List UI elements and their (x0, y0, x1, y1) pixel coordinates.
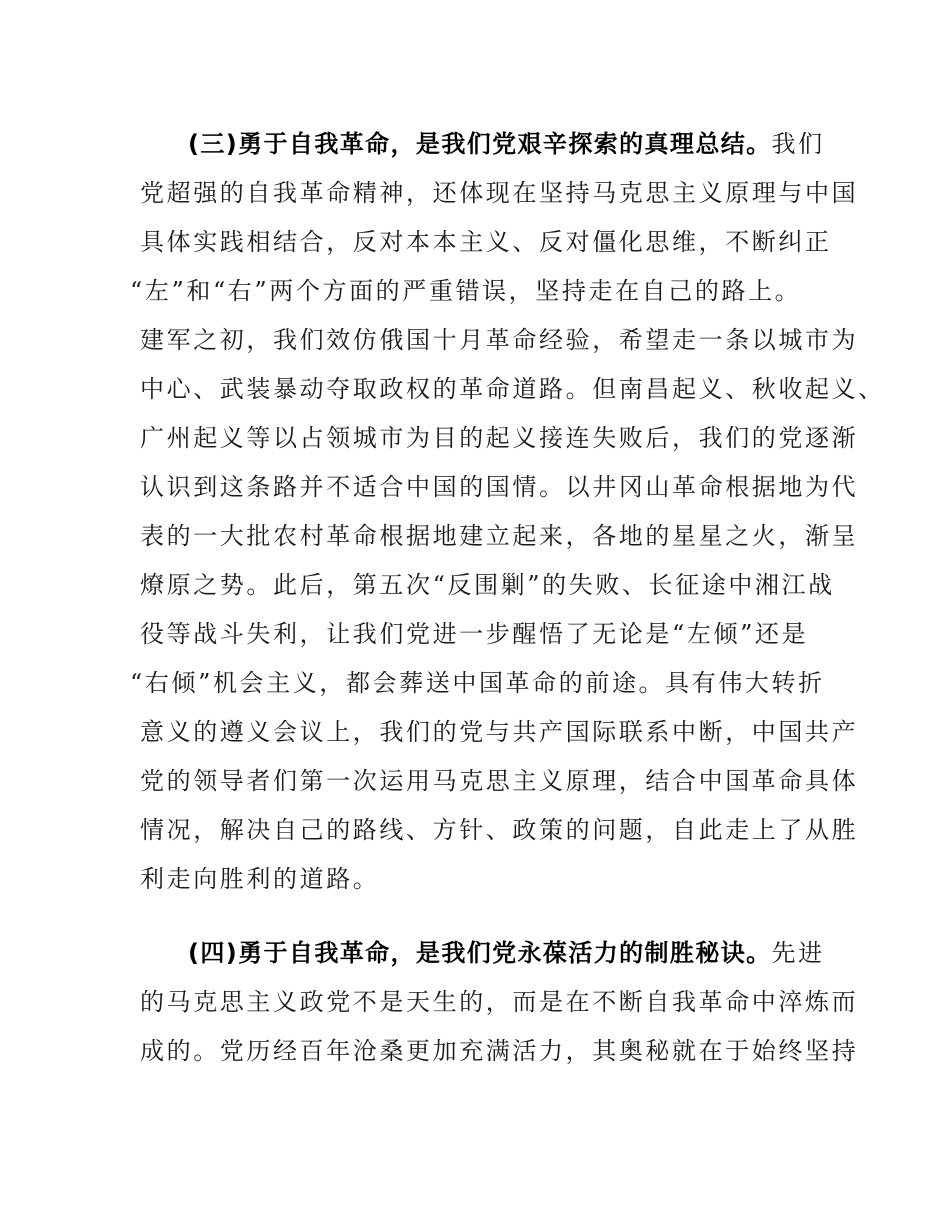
paragraph-3-line: “右倾”机会主义，都会葬送中国革命的前途。具有伟大转折 (130, 669, 825, 697)
paragraph-3-line: 表的一大批农村革命根据地建立起来，各地的星星之火，渐呈 (140, 522, 859, 550)
paragraph-4-line: 先进 (771, 939, 825, 967)
paragraph-4-line: 的马克思主义政党不是天生的，而是在不断自我革命中淬炼而 (140, 988, 859, 1016)
paragraph-3-line: 党超强的自我革命精神，还体现在坚持马克思主义原理与中国 (140, 179, 859, 207)
paragraph-3-line: “左”和“右”两个方面的严重错误，坚持走在自己的路上。 (130, 277, 802, 305)
paragraph-3-line: 建军之初，我们效仿俄国十月革命经验，希望走一条以城市为 (140, 326, 859, 354)
paragraph-3-line: 燎原之势。此后，第五次“反围剿”的失败、长征途中湘江战 (140, 571, 835, 599)
paragraph-3-line: 具体实践相结合，反对本本主义、反对僵化思维，不断纠正 (140, 228, 832, 256)
paragraph-3-line: 情况，解决自己的路线、方针、政策的问题，自此走上了从胜 (140, 816, 859, 844)
paragraph-3-line: 认识到这条路并不适合中国的国情。以井冈山革命根据地为代 (140, 473, 859, 501)
paragraph-3-line: 役等战斗失利，让我们党进一步醒悟了无论是“左倾”还是 (140, 620, 809, 648)
paragraph-3-heading: (三)勇于自我革命，是我们党艰辛探索的真理总结。 (188, 130, 772, 158)
paragraph-4-first-line (188, 937, 825, 969)
paragraph-3-line: 广州起义等以占领城市为目的起义接连失败后，我们的党逐渐 (140, 424, 859, 452)
paragraph-3-line: 我们 (771, 130, 825, 158)
paragraph-4-heading: (四)勇于自我革命，是我们党永葆活力的制胜秘诀。 (188, 939, 772, 967)
paragraph-3-line: 党的领导者们第一次运用马克思主义原理，结合中国革命具体 (140, 767, 859, 795)
paragraph-4-line: 成的。党历经百年沧桑更加充满活力，其奥秘就在于始终坚持 (140, 1037, 859, 1065)
paragraph-3-first-line (188, 128, 825, 160)
paragraph-3-line: 中心、武装暴动夺取政权的革命道路。但南昌起义、秋收起义、 (140, 375, 885, 403)
paragraph-3-line: 利走向胜利的道路。 (140, 865, 380, 893)
paragraph-3-line: 意义的遵义会议上，我们的党与共产国际联系中断，中国共产 (140, 718, 859, 746)
